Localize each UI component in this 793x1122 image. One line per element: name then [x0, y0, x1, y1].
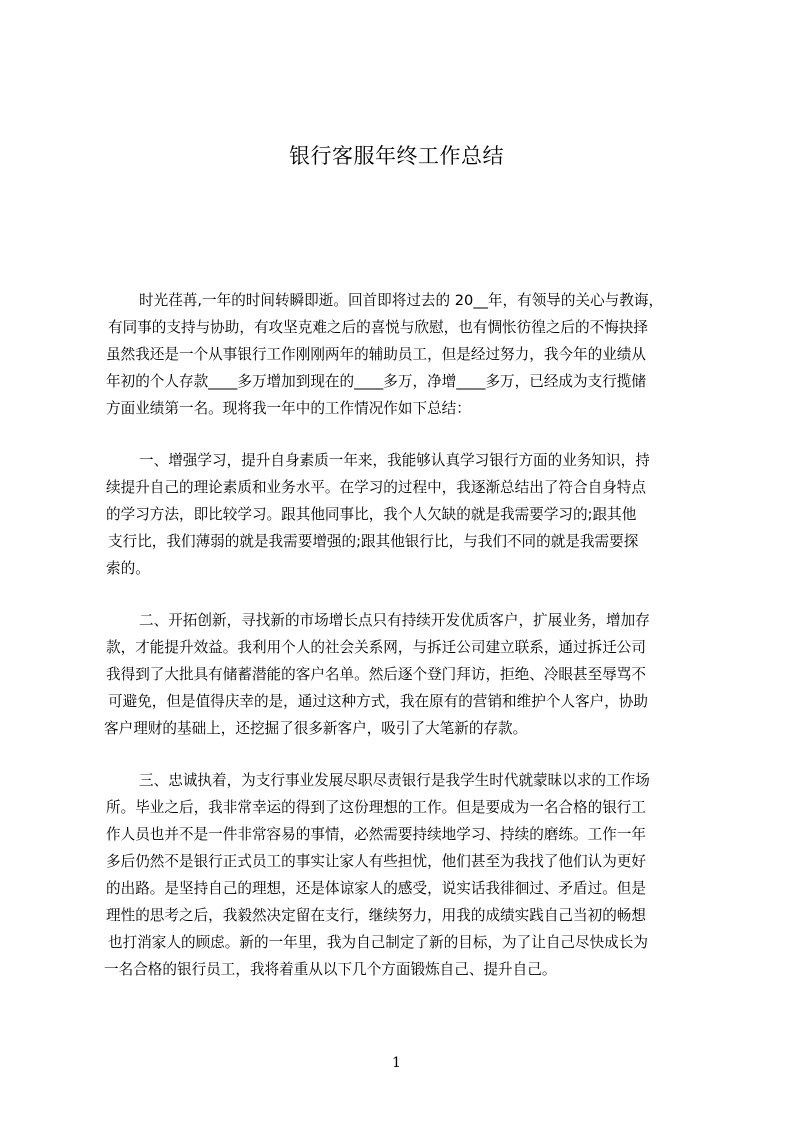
paragraph-line: 续提升自己的理论素质和业务水平。在学习的过程中，我逐渐总结出了符合自身特点 — [106, 479, 646, 496]
paragraph-line: 所。毕业之后，我非常幸运的得到了这份理想的工作。但是要成为一名合格的银行工 — [106, 799, 646, 816]
paragraph-line: 方面业绩第一名。现将我一年中的工作情况作如下总结： — [106, 400, 471, 417]
paragraph-line: 作人员也并不是一件非常容易的事情，必然需要持续地学习、持续的磨练。工作一年 — [106, 826, 646, 843]
paragraph-line: 索的。 — [106, 560, 150, 577]
paragraph-line: 时光荏苒,一年的时间转瞬即逝。回首即将过去的 20__年，有领导的关心与教诲， — [139, 292, 664, 309]
paragraph-line: 我得到了大批具有储蓄潜能的客户名单。然后逐个登门拜访，拒绝、冷眼甚至辱骂不 — [106, 666, 646, 683]
paragraph-line: 多后仍然不是银行正式员工的事实让家人有些担忧，他们甚至为我找了他们认为更好 — [106, 853, 646, 870]
paragraph-line: 一、增强学习，提升自身素质一年来，我能够认真学习银行方面的业务知识，持 — [139, 452, 650, 469]
paragraph-line: 款，才能提升效益。我利用个人的社会关系网，与拆迁公司建立联系，通过拆迁公司 — [106, 639, 646, 656]
paragraph-line: 理性的思考之后，我毅然决定留在支行，继续努力，用我的成绩实践自己当初的畅想 — [106, 907, 646, 924]
paragraph-line: 年初的个人存款____多万增加到现在的____多万，净增____多万，已经成为支行揽储 — [106, 373, 646, 390]
paragraph-line: 有同事的支持与协助，有攻坚克难之后的喜悦与欣慰，也有惆怅彷徨之后的不悔抉择 — [108, 319, 648, 336]
page-number: 1 — [392, 1055, 401, 1071]
paragraph-line: 可避免，但是值得庆幸的是，通过这种方式，我在原有的营销和维护个人客户，协助 — [108, 693, 648, 710]
paragraph-line: 也打消家人的顾虑。新的一年里，我为自己制定了新的目标，为了让自己尽快成长为 — [108, 934, 648, 951]
paragraph-line: 二、开拓创新，寻找新的市场增长点只有持续开发优质客户，扩展业务，增加存 — [139, 612, 650, 629]
paragraph-line: 一名合格的银行员工，我将着重从以下几个方面锻炼自己、提升自己。 — [104, 961, 557, 978]
paragraph-line: 的出路。是坚持自己的理想，还是体谅家人的感受，说实话我徘徊过、矛盾过。但是 — [106, 880, 646, 897]
paragraph-line: 的学习方法，即比较学习。跟其他同事比，我个人欠缺的就是我需要学习的;跟其他 — [106, 506, 637, 523]
document-title: 银行客服年终工作总结 — [289, 144, 504, 168]
paragraph-line: 三、忠诚执着，为支行事业发展尽职尽责银行是我学生时代就蒙昧以求的工作场 — [139, 772, 650, 789]
paragraph-line: 客户理财的基础上，还挖掘了很多新客户，吸引了大笔新的存款。 — [104, 720, 528, 737]
paragraph-line: 虽然我还是一个从事银行工作刚刚两年的辅助员工，但是经过努力，我今年的业绩从 — [106, 346, 646, 363]
paragraph-line: 支行比，我们薄弱的就是我需要增强的;跟其他银行比，与我们不同的就是我需要探 — [108, 533, 639, 550]
